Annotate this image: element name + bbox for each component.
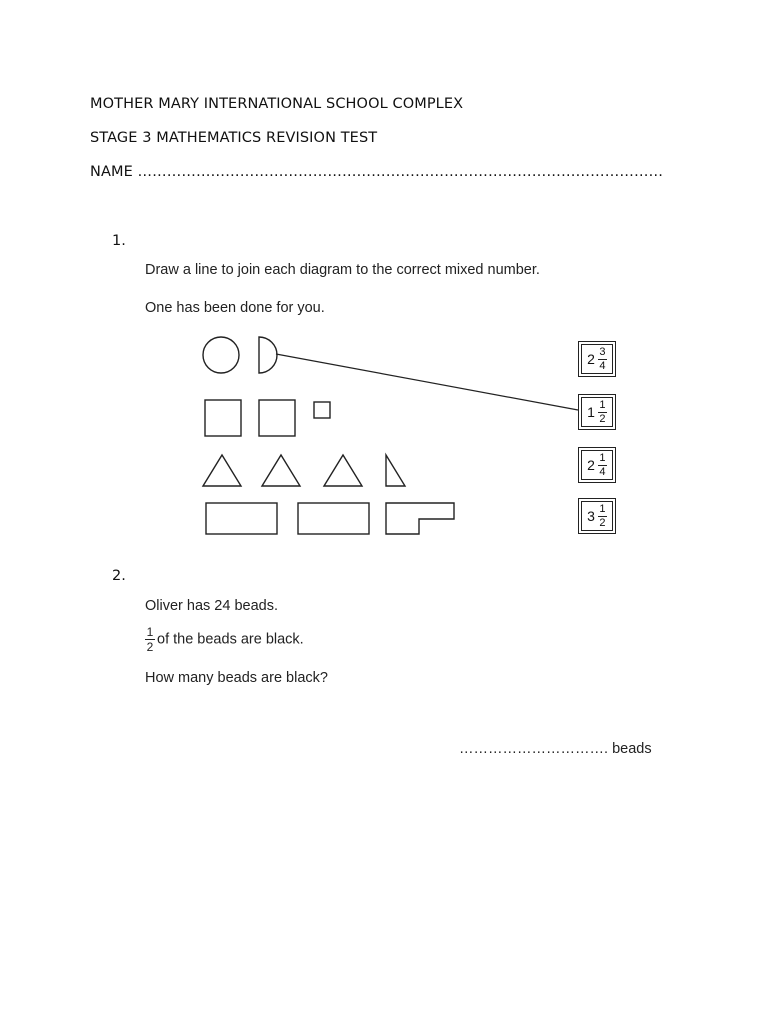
- mixed-number-whole: 3: [587, 508, 595, 524]
- name-field[interactable]: NAME ………………………………………………………………………………………………: [90, 164, 664, 180]
- whole-circle: [203, 337, 239, 373]
- question-2-line-1: Oliver has 24 beads.: [145, 598, 278, 614]
- square-1: [205, 400, 241, 436]
- test-title: STAGE 3 MATHEMATICS REVISION TEST: [90, 130, 378, 146]
- mixed-number-whole: 2: [587, 351, 595, 367]
- question-2-line-2-text: of the beads are black.: [157, 631, 304, 648]
- mixed-number-whole: 1: [587, 404, 595, 420]
- fraction-numerator: 1: [146, 625, 154, 639]
- half-circle: [259, 337, 277, 373]
- mixed-number-box-4[interactable]: [578, 498, 616, 534]
- answer-dots[interactable]: ………………………….: [459, 741, 609, 757]
- mixed-number-numerator: 1: [599, 451, 606, 464]
- answer-line[interactable]: [459, 741, 652, 757]
- part-rectangle: [386, 503, 454, 534]
- triangle-3: [324, 455, 362, 486]
- square-2: [259, 400, 295, 436]
- question-2-number: 2.: [112, 568, 126, 584]
- mixed-number-box-3[interactable]: [578, 447, 616, 483]
- triangle-2: [262, 455, 300, 486]
- mixed-number-numerator: 1: [599, 502, 606, 515]
- mixed-number-denominator: 4: [599, 465, 606, 478]
- half-triangle: [386, 455, 405, 486]
- fraction-denominator: 2: [146, 640, 154, 654]
- question-2-question: How many beads are black?: [145, 670, 328, 686]
- mixed-number-box-2[interactable]: [578, 394, 616, 430]
- mixed-number-denominator: 2: [599, 412, 606, 425]
- mixed-number-numerator: 1: [599, 398, 606, 411]
- small-square: [314, 402, 330, 418]
- question-1-number: 1.: [112, 233, 126, 249]
- question-1-instruction: Draw a line to join each diagram to the correct mixed number.: [145, 262, 540, 278]
- half-fraction: [145, 626, 155, 653]
- answer-unit: beads: [612, 741, 652, 757]
- mixed-number-denominator: 2: [599, 516, 606, 529]
- triangle-1: [203, 455, 241, 486]
- question-2-line-2: [145, 626, 304, 653]
- mixed-number-box-1[interactable]: [578, 341, 616, 377]
- rectangle-1: [206, 503, 277, 534]
- question-1-example-note: One has been done for you.: [145, 300, 325, 316]
- mixed-number-denominator: 4: [599, 359, 606, 372]
- mixed-number-numerator: 3: [599, 345, 606, 358]
- mixed-number-whole: 2: [587, 457, 595, 473]
- school-name: MOTHER MARY INTERNATIONAL SCHOOL COMPLEX: [90, 96, 464, 112]
- rectangle-2: [298, 503, 369, 534]
